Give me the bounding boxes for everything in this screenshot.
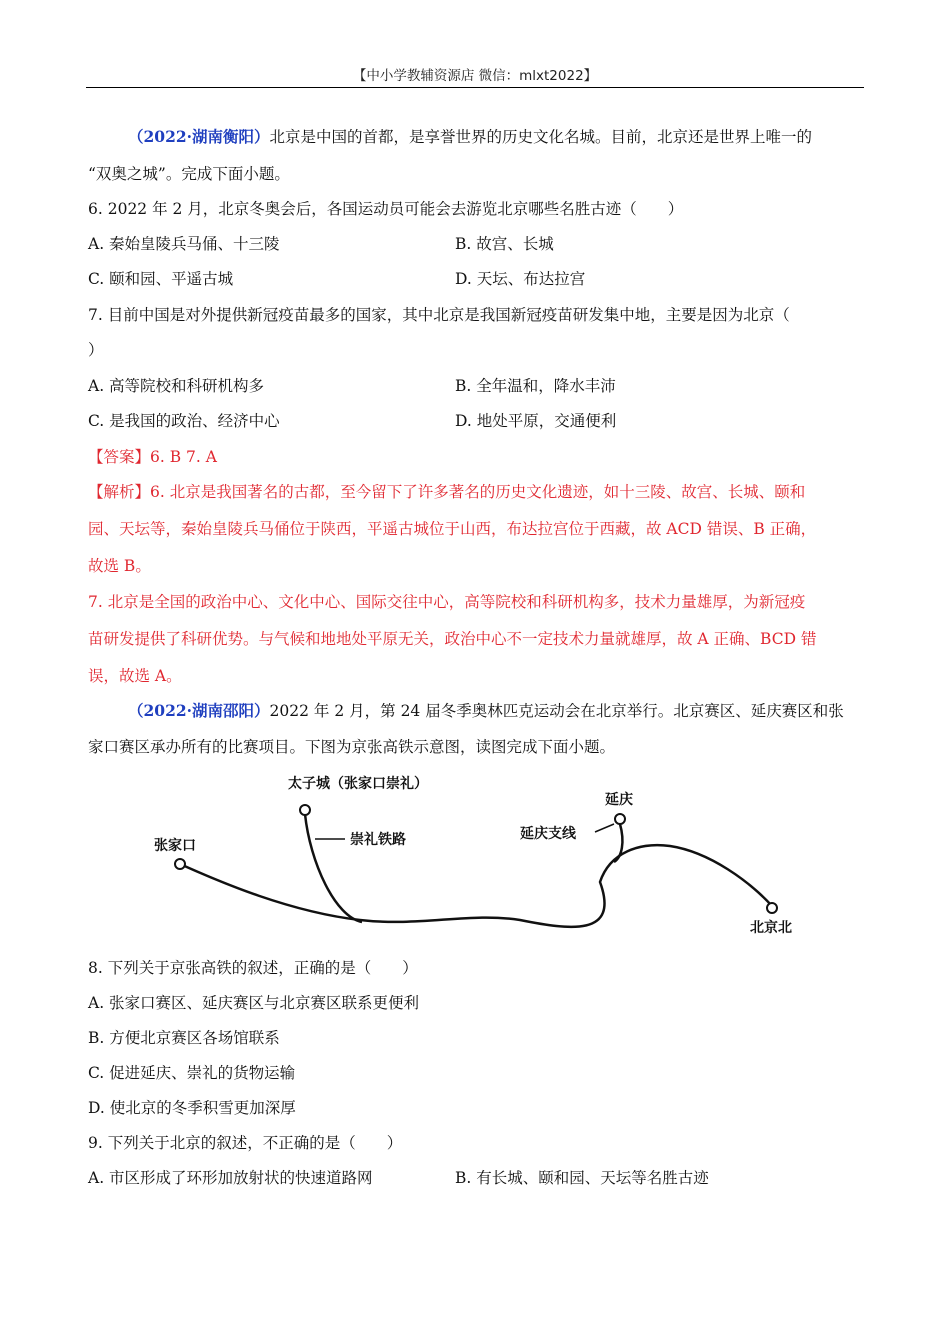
label-zhangjiakou: 张家口 — [154, 838, 196, 854]
q8-option-d: D. 使北京的冬季积雪更加深厚 — [88, 1099, 296, 1117]
intro2-line2: 家口赛区承办所有的比赛项目。下图为京张高铁示意图，读图完成下面小题。 — [88, 738, 616, 756]
chongli-rail-line — [305, 814, 362, 922]
intro1-line2: “双奥之城”。完成下面小题。 — [88, 165, 290, 183]
station-yanqing — [615, 814, 625, 824]
answer-line: 【答案】6. B 7. A — [88, 448, 217, 466]
q7-option-b: B. 全年温和，降水丰沛 — [455, 377, 616, 395]
label-beijingbei: 北京北 — [750, 920, 792, 936]
label-taizicheng: 太子城（张家口崇礼） — [288, 776, 428, 792]
analysis-line1: 【解析】6. 北京是我国著名的古都，至今留下了许多著名的历史文化遗迹，如十三陵、故宫、长城、颐和 — [88, 483, 806, 501]
station-beijingbei — [767, 903, 777, 913]
station-zhangjiakou — [175, 859, 185, 869]
intro2-line1 — [128, 700, 844, 722]
q6-option-d: D. 天坛、布达拉宫 — [455, 270, 586, 288]
q6-option-c: C. 颐和园、平遥古城 — [88, 270, 234, 288]
analysis-line5: 苗研发提供了科研优势。与气候和地地处平原无关，政治中心不一定技术力量就雄厚，故 A 正确、BCD 错 — [88, 630, 817, 648]
intro2-source-tag: （2022·湖南邵阳） — [128, 701, 270, 720]
analysis-line2: 园、天坛等，秦始皇陵兵马俑位于陕西，平遥古城位于山西，布达拉宫位于西藏，故 ACD 错误、B 正确， — [88, 520, 817, 538]
label-chongli-line: 崇礼铁路 — [350, 832, 406, 848]
analysis-line6: 误，故选 A。 — [88, 667, 182, 685]
yanqing-branch-pointer — [595, 824, 614, 832]
intro1-source-tag: （2022·湖南衡阳） — [128, 127, 270, 146]
q9-option-b: B. 有长城、颐和园、天坛等名胜古迹 — [455, 1169, 709, 1187]
q9-stem: 9. 下列关于北京的叙述，不正确的是（ ） — [88, 1134, 403, 1152]
q7-stem-line1: 7. 目前中国是对外提供新冠疫苗最多的国家，其中北京是我国新冠疫苗研发集中地，主要是因为北京（ — [88, 306, 790, 324]
intro2-text: 2022 年 2 月，第 24 届冬季奥林匹克运动会在北京举行。北京赛区、延庆赛区和张 — [269, 702, 844, 720]
q7-option-c: C. 是我国的政治、经济中心 — [88, 412, 280, 430]
label-yanqing: 延庆 — [605, 792, 633, 808]
q9-option-a: A. 市区形成了环形加放射状的快速道路网 — [88, 1169, 373, 1187]
intro1-line1 — [128, 126, 812, 148]
main-rail-line — [180, 845, 772, 927]
yanqing-branch-line — [614, 824, 622, 862]
header-divider — [86, 87, 864, 88]
q7-stem-line2: ） — [88, 341, 104, 359]
q7-option-d: D. 地处平原，交通便利 — [455, 412, 617, 430]
q6-option-b: B. 故宫、长城 — [455, 235, 554, 253]
q8-option-c: C. 促进延庆、崇礼的货物运输 — [88, 1064, 296, 1082]
q8-stem: 8. 下列关于京张高铁的叙述，正确的是（ ） — [88, 959, 418, 977]
rail-map — [140, 762, 840, 942]
station-taizicheng — [300, 805, 310, 815]
q6-option-a: A. 秦始皇陵兵马俑、十三陵 — [88, 235, 280, 253]
q8-option-b: B. 方便北京赛区各场馆联系 — [88, 1029, 280, 1047]
q8-option-a: A. 张家口赛区、延庆赛区与北京赛区联系更便利 — [88, 994, 420, 1012]
label-yanqing-branch: 延庆支线 — [520, 826, 576, 842]
intro1-text: 北京是中国的首都，是享誉世界的历史文化名城。目前，北京还是世界上唯一的 — [269, 128, 813, 146]
analysis-line4: 7. 北京是全国的政治中心、文化中心、国际交往中心，高等院校和科研机构多，技术力量雄厚，为新冠疫 — [88, 593, 806, 611]
q6-stem: 6. 2022 年 2 月，北京冬奥会后，各国运动员可能会去游览北京哪些名胜古迹（ ） — [88, 200, 684, 218]
q7-option-a: A. 高等院校和科研机构多 — [88, 377, 265, 395]
analysis-line3: 故选 B。 — [88, 557, 151, 575]
page-header: 【中小学教辅资源店 微信：mlxt2022】 — [352, 68, 598, 84]
